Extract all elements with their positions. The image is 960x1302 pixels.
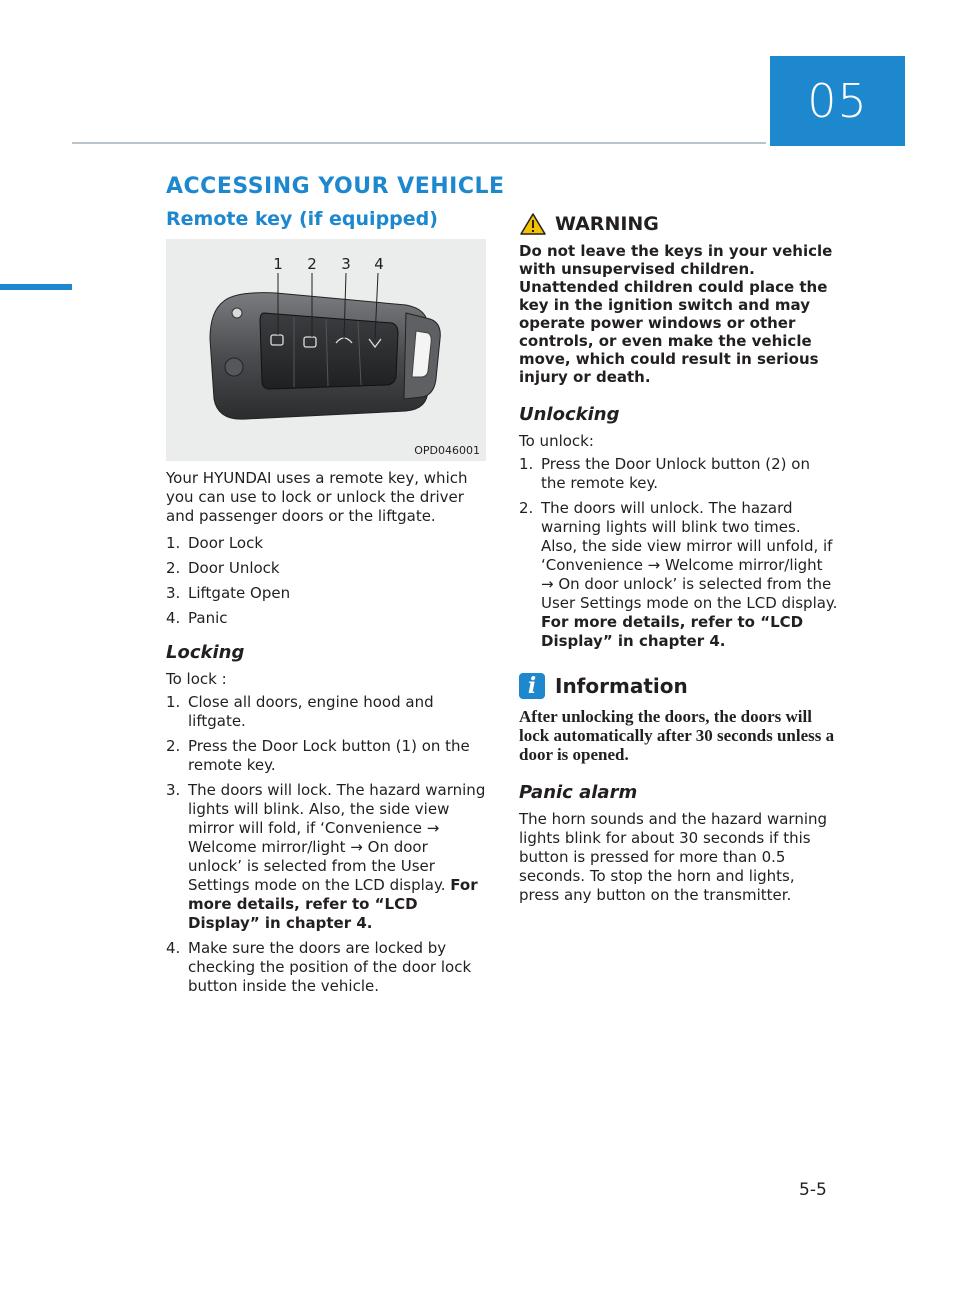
remote-key-figure — [166, 239, 486, 461]
unlocking-lead: To unlock: — [519, 432, 594, 450]
locking-steps — [166, 693, 486, 996]
left-column — [166, 469, 486, 1002]
list-item: 1. Door Lock — [166, 534, 264, 552]
callout-4: 4 — [374, 255, 384, 273]
callout-2: 2 — [307, 255, 317, 273]
list-item: 3. Liftgate Open — [166, 584, 291, 602]
locking-lead: To lock : — [166, 670, 227, 688]
warning-triangle-icon — [519, 212, 547, 236]
list-item: 1. Close all doors, engine hood and liftgate. — [166, 693, 434, 730]
list-item: 3. The doors will lock. The hazard warning lights will blink. Also, the side view mirror will fold, if ‘Convenience → Welcome mirror/light → On door unlock’ is selected from the User Settings mode on the LCD display. For more details, refer to “LCD Display” in chapter 4. — [166, 781, 486, 932]
subsection-title: Remote key (if equipped) — [166, 208, 438, 230]
cross-reference: For more details, refer to “LCD Display” in chapter 4. — [188, 876, 478, 932]
list-item: 1. Press the Door Unlock button (2) on the remote key. — [519, 455, 810, 492]
unlocking-steps — [519, 455, 839, 651]
right-column — [519, 212, 839, 905]
list-item: 2. The doors will unlock. The hazard warning lights will blink two times. Also, the side view mirror will unfold, if ‘Convenience → Welcome mirror/light → On door unlock’ is selected from the User Settings mode on the LCD display. For more details, refer to “LCD Display” in chapter 4. — [519, 499, 838, 650]
panic-alarm-text: The horn sounds and the hazard warning lights blink for about 30 seconds if this button is pressed for more than 0.5 seconds. To stop the horn and lights, press any button on the transmitter. — [519, 810, 828, 904]
header-rule — [72, 142, 766, 144]
information-icon: i — [519, 673, 545, 699]
list-item: 4. Make sure the doors are locked by checking the position of the door lock button inside the vehicle. — [166, 939, 472, 995]
cross-reference: For more details, refer to “LCD Display” in chapter 4. — [541, 613, 804, 650]
remote-key-illustration — [166, 239, 486, 461]
side-tick-mark — [0, 284, 72, 290]
list-item: 2. Door Unlock — [166, 559, 280, 577]
chapter-tab: 05 — [770, 56, 905, 146]
list-item: 2. Press the Door Lock button (1) on the remote key. — [166, 737, 470, 774]
information-text: After unlocking the doors, the doors will lock automatically after 30 seconds unless a door is opened. — [519, 707, 835, 764]
warning-heading — [519, 212, 839, 236]
callout-3: 3 — [341, 255, 351, 273]
section-title: ACCESSING YOUR VEHICLE — [166, 174, 505, 199]
information-title: Information — [555, 673, 688, 698]
list-item: 4. Panic — [166, 609, 228, 627]
intro-paragraph: Your HYUNDAI uses a remote key, which you can use to lock or unlock the driver and passenger doors or the liftgate. — [166, 469, 468, 525]
information-heading — [519, 673, 839, 699]
callout-1: 1 — [273, 255, 283, 273]
figure-code: OPD046001 — [414, 444, 480, 457]
warning-title: WARNING — [555, 212, 659, 235]
locking-heading: Locking — [166, 642, 245, 663]
unlocking-heading: Unlocking — [519, 404, 620, 425]
panic-alarm-heading: Panic alarm — [519, 782, 638, 803]
page-number: 5-5 — [799, 1180, 827, 1200]
warning-text: Do not leave the keys in your vehicle with unsupervised children. Unattended children could place the key in the ignition switch and may operate power windows or other controls, or even make the vehicle move, which could result in serious injury or death. — [519, 242, 833, 386]
button-list — [166, 534, 486, 628]
